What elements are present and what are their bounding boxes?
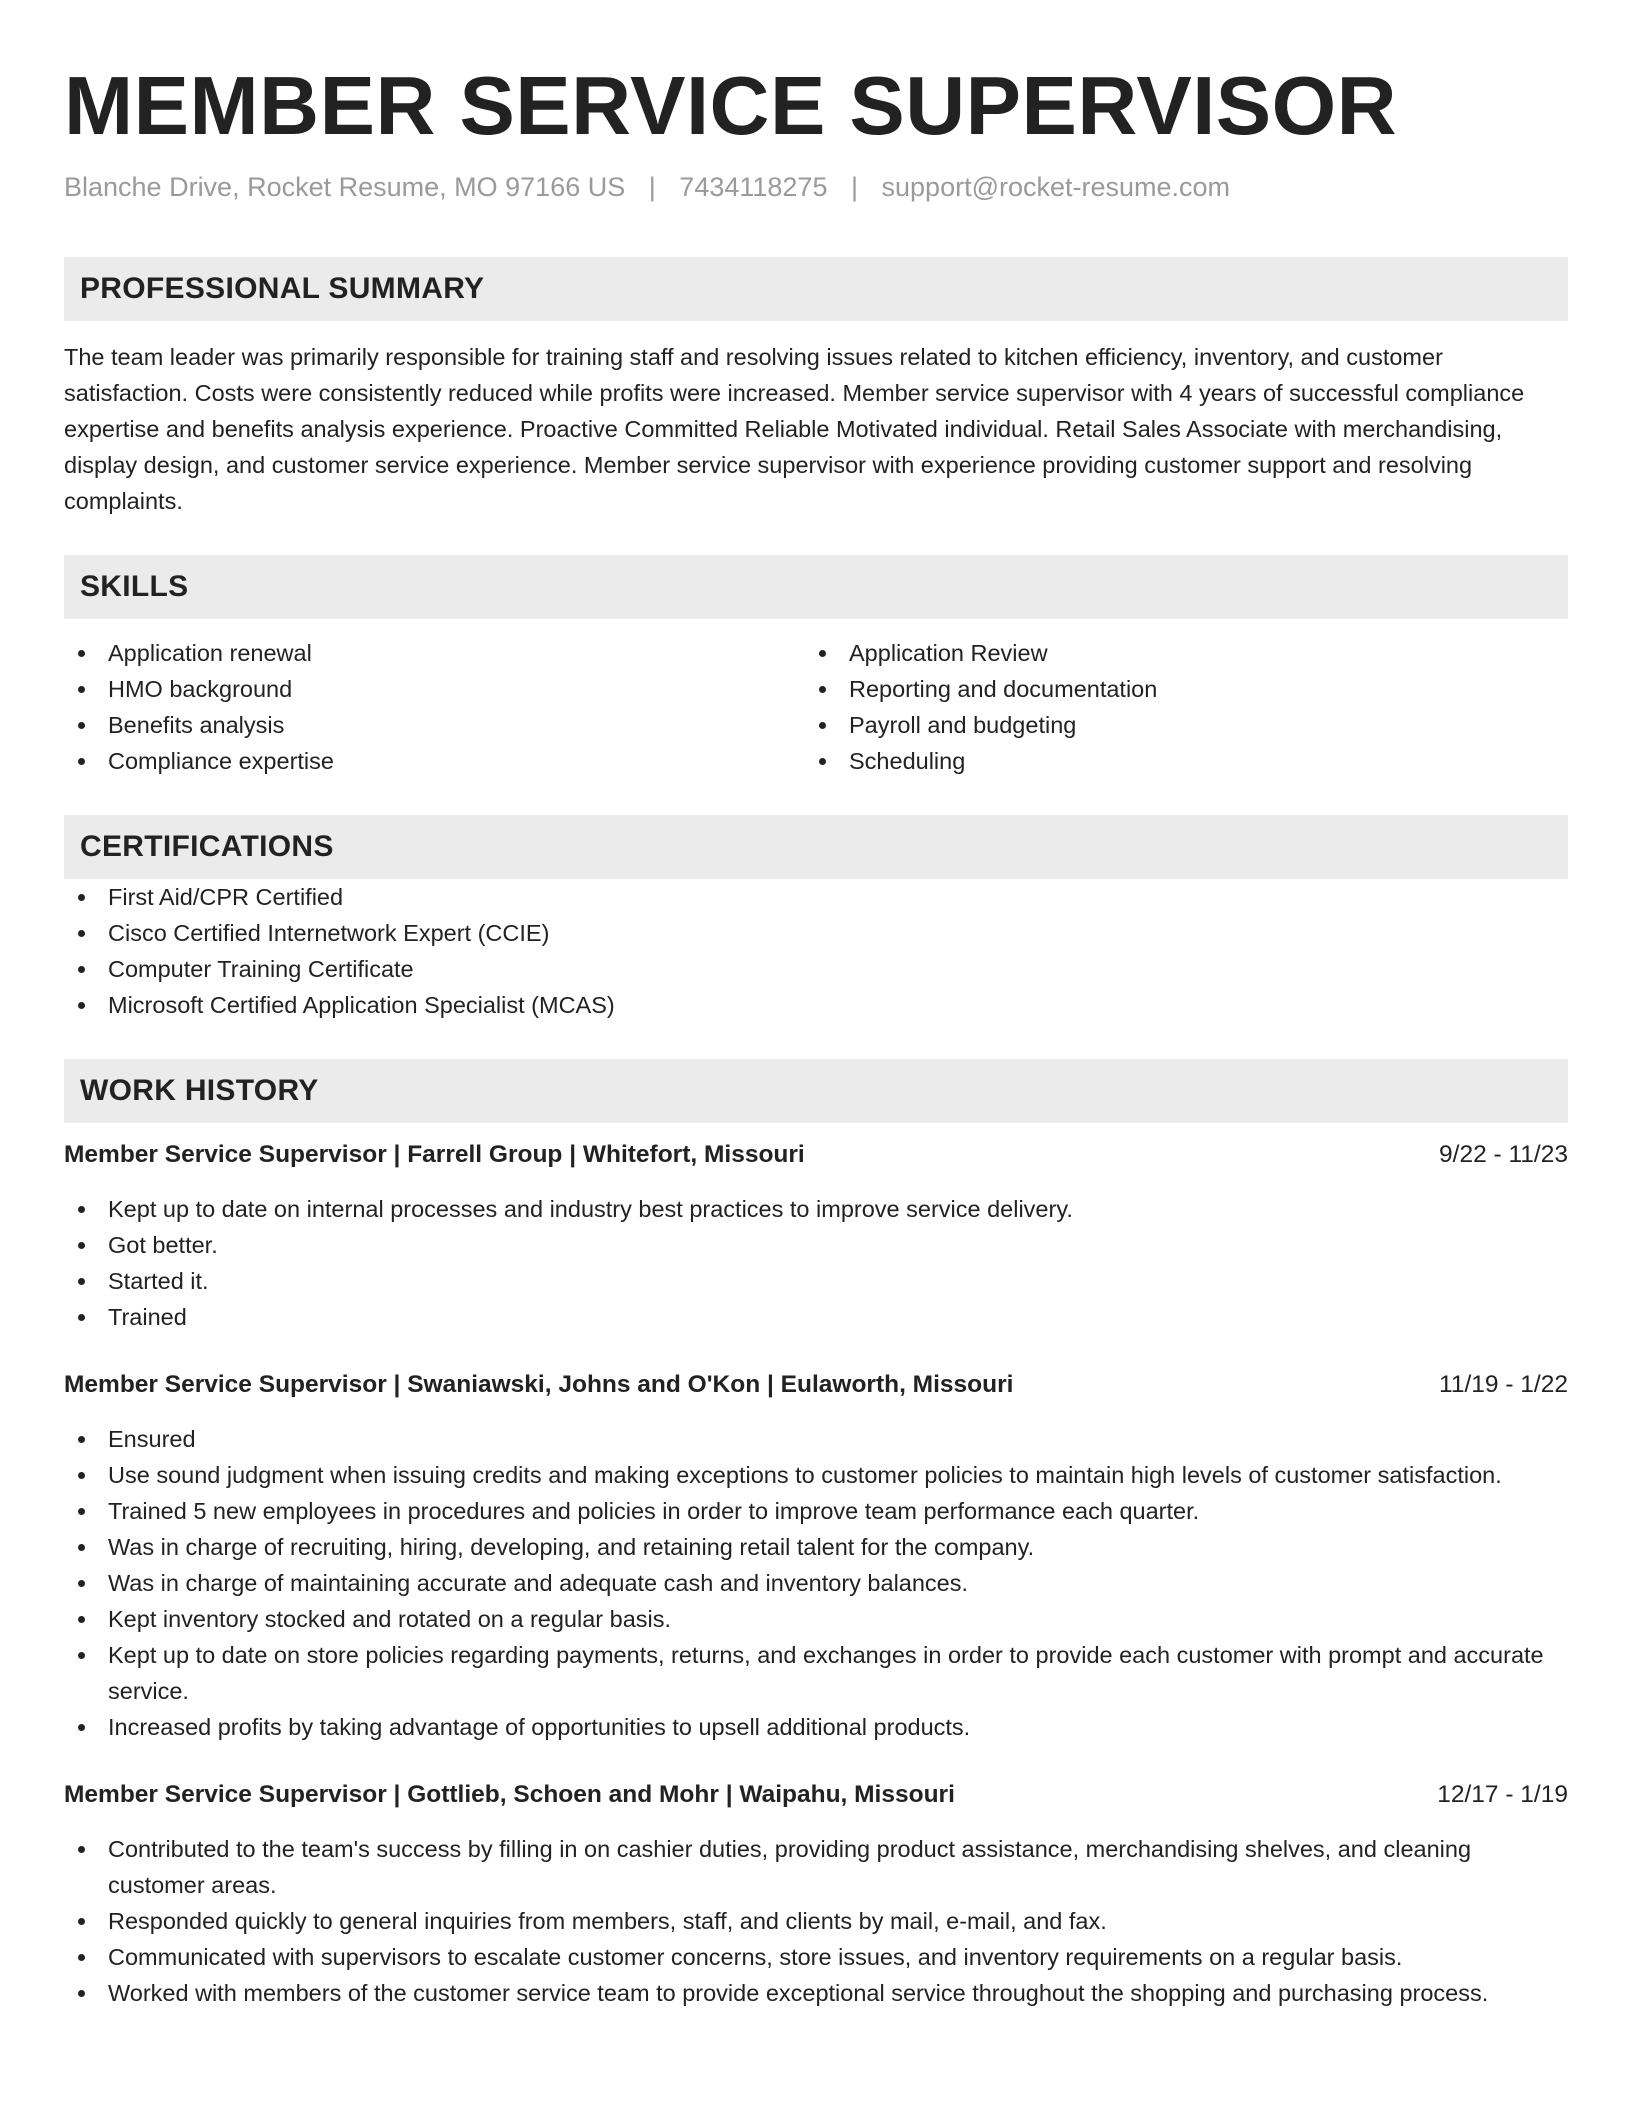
skill-item: Payroll and budgeting [805,707,1546,743]
certifications-list [64,879,1568,1023]
job-bullet: Kept up to date on store policies regarding payments, returns, and exchanges in order to provide each customer with prompt and accurate service. [64,1637,1568,1709]
certifications-section [64,815,1568,1023]
work-history-section [64,1059,1568,2011]
section-heading-skills: SKILLS [64,555,1568,619]
certification-item: Cisco Certified Internetwork Expert (CCIE) [64,915,1568,951]
summary-section [64,257,1568,519]
job-title: Member Service Supervisor | Swaniawski, Johns and O'Kon | Eulaworth, Missouri [64,1370,1014,1398]
job-bullet: Ensured [64,1421,1568,1457]
certification-item: Computer Training Certificate [64,951,1568,987]
skill-item: Application renewal [64,635,805,671]
skill-item: Reporting and documentation [805,671,1546,707]
skills-column-right [805,635,1546,779]
section-heading-summary: PROFESSIONAL SUMMARY [64,257,1568,321]
job-bullet: Kept up to date on internal processes and industry best practices to improve service delivery. [64,1191,1568,1227]
contact-line [64,170,1568,205]
job-bullet: Was in charge of maintaining accurate and adequate cash and inventory balances. [64,1565,1568,1601]
job-dates: 12/17 - 1/19 [1437,1780,1568,1808]
email: support@rocket-resume.com [881,171,1231,202]
job-bullet: Trained [64,1299,1568,1335]
job-bullet: Started it. [64,1263,1568,1299]
job-entry [64,1137,1568,1335]
skill-item: Benefits analysis [64,707,805,743]
section-heading-certifications: CERTIFICATIONS [64,815,1568,879]
job-bullet: Worked with members of the customer service team to provide exceptional service throughout the shopping and purchasing process. [64,1975,1568,2011]
job-bullet: Use sound judgment when issuing credits and making exceptions to customer policies to maintain high levels of customer satisfaction. [64,1457,1568,1493]
job-bullet: Got better. [64,1227,1568,1263]
job-header [64,1367,1568,1403]
skills-section [64,555,1568,779]
job-entry [64,1367,1568,1745]
job-header [64,1137,1568,1173]
job-bullets [64,1831,1568,2011]
job-bullet: Increased profits by taking advantage of opportunities to upsell additional products. [64,1709,1568,1745]
contact-separator: | [648,171,656,202]
job-title: Member Service Supervisor | Gottlieb, Schoen and Mohr | Waipahu, Missouri [64,1780,955,1808]
summary-text: The team leader was primarily responsible for training staff and resolving issues related to kitchen efficiency, inventory, and customer satisfaction. Costs were consistently reduced while profits were increased. Member service supervisor with 4 years of successful compliance expertise and benefits analysis experience. Proactive Committed Reliable Motivated individual. Retail Sales Associate with merchandising, display design, and customer service experience. Member service supervisor with experience providing customer support and resolving complaints. [64,343,1525,514]
job-bullet: Trained 5 new employees in procedures and policies in order to improve team performance each quarter. [64,1493,1568,1529]
job-dates: 9/22 - 11/23 [1439,1140,1568,1168]
certification-item: First Aid/CPR Certified [64,879,1568,915]
job-bullet: Responded quickly to general inquiries from members, staff, and clients by mail, e-mail, and fax. [64,1903,1568,1939]
skill-item: Scheduling [805,743,1546,779]
job-dates: 11/19 - 1/22 [1439,1370,1568,1398]
job-bullet: Communicated with supervisors to escalate customer concerns, store issues, and inventory requirements on a regular basis. [64,1939,1568,1975]
skill-item: Application Review [805,635,1546,671]
job-bullet: Contributed to the team's success by filling in on cashier duties, providing product assistance, merchandising shelves, and cleaning customer areas. [64,1831,1568,1903]
job-header [64,1777,1568,1813]
certification-item: Microsoft Certified Application Specialist (MCAS) [64,987,1568,1023]
job-bullets [64,1421,1568,1745]
skill-item: HMO background [64,671,805,707]
contact-separator: | [850,171,858,202]
skill-item: Compliance expertise [64,743,805,779]
job-entry [64,1777,1568,2011]
job-bullet: Was in charge of recruiting, hiring, developing, and retaining retail talent for the company. [64,1529,1568,1565]
job-bullet: Kept inventory stocked and rotated on a regular basis. [64,1601,1568,1637]
page-title: MEMBER SERVICE SUPERVISOR [64,59,1398,152]
skills-column-left [64,635,805,779]
job-bullets [64,1191,1568,1335]
section-heading-work-history: WORK HISTORY [64,1059,1568,1123]
phone: 7434118275 [679,171,828,202]
address: Blanche Drive, Rocket Resume, MO 97166 US [64,171,626,202]
job-title: Member Service Supervisor | Farrell Group | Whitefort, Missouri [64,1140,805,1168]
skills-grid [64,635,1568,779]
